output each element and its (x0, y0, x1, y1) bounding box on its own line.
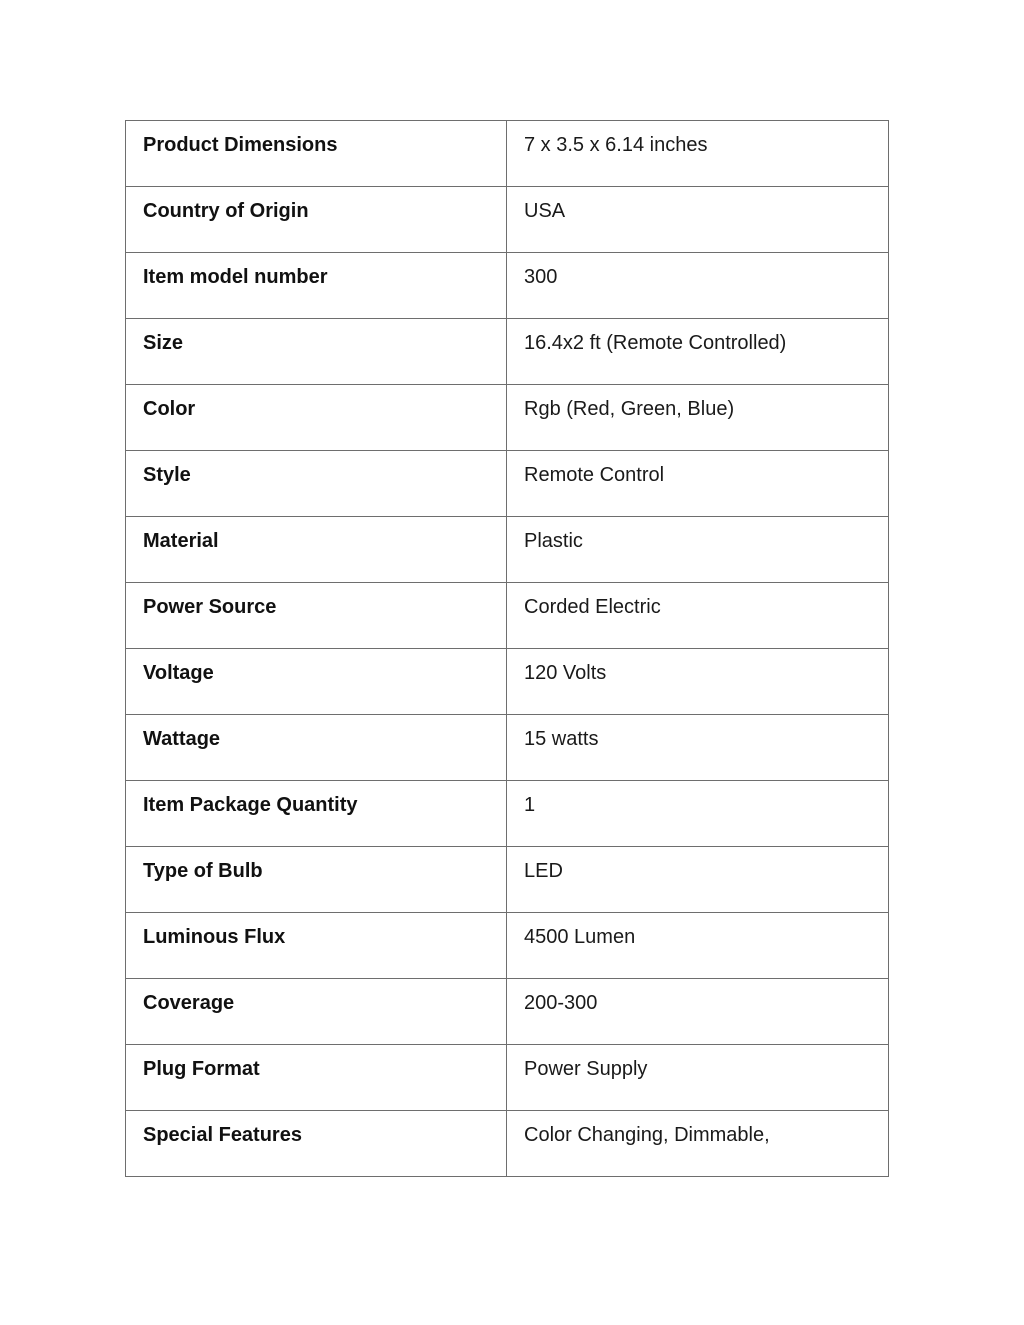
spec-label: Item Package Quantity (126, 781, 507, 847)
spec-label: Luminous Flux (126, 913, 507, 979)
table-row (126, 517, 889, 583)
table-row (126, 451, 889, 517)
table-row (126, 715, 889, 781)
spec-label: Style (126, 451, 507, 517)
table-row (126, 913, 889, 979)
spec-label: Coverage (126, 979, 507, 1045)
spec-label: Material (126, 517, 507, 583)
spec-label: Wattage (126, 715, 507, 781)
table-row (126, 253, 889, 319)
table-row (126, 1045, 889, 1111)
spec-label: Product Dimensions (126, 121, 507, 187)
table-row (126, 121, 889, 187)
spec-value: 1 (507, 781, 889, 847)
spec-value: 120 Volts (507, 649, 889, 715)
spec-value: 16.4x2 ft (Remote Controlled) (507, 319, 889, 385)
spec-value: 200-300 (507, 979, 889, 1045)
table-row (126, 979, 889, 1045)
spec-value: Rgb (Red, Green, Blue) (507, 385, 889, 451)
product-spec-table (125, 120, 889, 1177)
spec-label: Country of Origin (126, 187, 507, 253)
spec-value: Power Supply (507, 1045, 889, 1111)
table-row (126, 319, 889, 385)
table-row (126, 649, 889, 715)
spec-value: 7 x 3.5 x 6.14 inches (507, 121, 889, 187)
spec-value: Remote Control (507, 451, 889, 517)
table-row (126, 583, 889, 649)
spec-value: USA (507, 187, 889, 253)
spec-label: Color (126, 385, 507, 451)
spec-value: 4500 Lumen (507, 913, 889, 979)
spec-value: Corded Electric (507, 583, 889, 649)
table-row (126, 187, 889, 253)
spec-value: Color Changing, Dimmable, (507, 1111, 889, 1177)
spec-value: Plastic (507, 517, 889, 583)
spec-label: Size (126, 319, 507, 385)
spec-label: Plug Format (126, 1045, 507, 1111)
table-row (126, 847, 889, 913)
spec-value: 300 (507, 253, 889, 319)
table-row (126, 1111, 889, 1177)
spec-value: 15 watts (507, 715, 889, 781)
spec-label: Special Features (126, 1111, 507, 1177)
spec-label: Power Source (126, 583, 507, 649)
table-row (126, 385, 889, 451)
spec-label: Voltage (126, 649, 507, 715)
table-row (126, 781, 889, 847)
spec-label: Item model number (126, 253, 507, 319)
spec-label: Type of Bulb (126, 847, 507, 913)
spec-value: LED (507, 847, 889, 913)
